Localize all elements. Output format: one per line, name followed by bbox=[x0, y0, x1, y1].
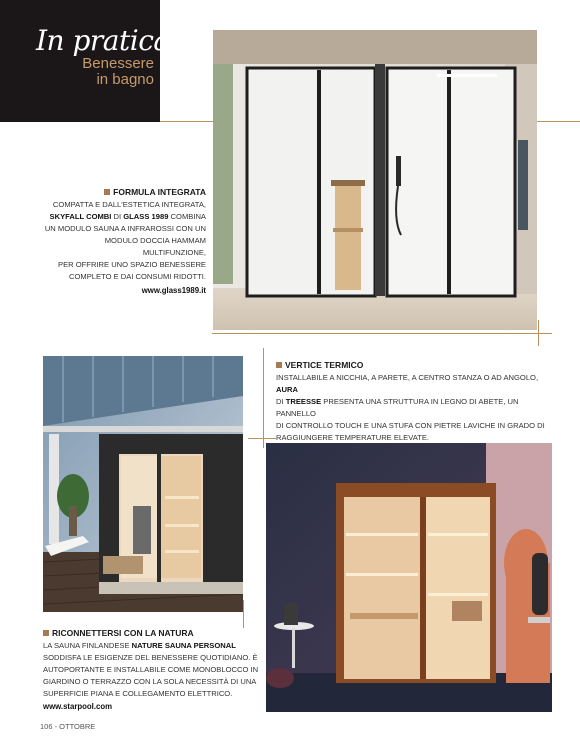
section3-line2: SODDISFA LE ESIGENZE DEL BENESSERE QUOTIDIANO. È bbox=[43, 653, 258, 662]
section2-line1a: INSTALLABILE A NICCHIA, A PARETE, A CENTRO STANZA O AD ANGOLO, bbox=[276, 373, 539, 382]
photo-skyfall-combi bbox=[213, 30, 537, 330]
section1-caption bbox=[40, 187, 206, 295]
section1-brand: GLASS 1989 bbox=[123, 212, 169, 221]
section3-link[interactable]: www.starpool.com bbox=[43, 702, 113, 711]
section1-title bbox=[40, 187, 206, 197]
section2-text bbox=[276, 372, 556, 444]
section2-caption bbox=[276, 360, 556, 456]
photo-aura-sauna bbox=[266, 443, 552, 712]
square-bullet-icon bbox=[43, 630, 49, 636]
section1-line1: COMPATTA E DALL'ESTETICA INTEGRATA, bbox=[52, 200, 206, 209]
section3-title bbox=[43, 628, 273, 638]
section1-title-text: FORMULA INTEGRATA bbox=[113, 187, 206, 197]
section3-line1a: LA SAUNA FINLANDESE bbox=[43, 641, 130, 650]
section2-line4: RAGGIUNGERE TEMPERATURE ELEVATE. bbox=[276, 433, 430, 442]
gold-rule-mid2 bbox=[248, 438, 276, 439]
section1-line5: PER OFFRIRE UNO SPAZIO BENESSERE bbox=[58, 260, 206, 269]
photo-nature-sauna-image bbox=[43, 356, 243, 612]
section1-line6: COMPLETO E DAI CONSUMI RIDOTTI. bbox=[69, 272, 206, 281]
header-subtitle-line2: in bagno bbox=[96, 71, 154, 88]
header-subtitle bbox=[66, 56, 154, 88]
section1-line3: UN MODULO SAUNA A INFRAROSSI CON UN bbox=[44, 224, 206, 233]
section3-line5: SUPERFICIE PIANA E COLLEGAMENTO ELETTRICO. bbox=[43, 689, 233, 698]
section1-link[interactable]: www.glass1989.it bbox=[141, 286, 206, 295]
gold-rule-mid bbox=[212, 333, 552, 334]
section1-product: SKYFALL COMBI bbox=[49, 212, 112, 221]
section3-line4: GIARDINO O TERRAZZO CON LA SOLA NECESSITÀ DI UNA bbox=[43, 677, 257, 686]
square-bullet-icon bbox=[276, 362, 282, 368]
section2-title-text: VERTICE TERMICO bbox=[285, 360, 364, 370]
section2-line2a: DI bbox=[276, 397, 284, 406]
section3-text bbox=[43, 640, 273, 700]
section2-line2 bbox=[276, 396, 556, 420]
section1-text bbox=[40, 199, 206, 283]
section1-line2 bbox=[40, 211, 206, 223]
section2-title bbox=[276, 360, 556, 370]
page-footer: 106 - OTTOBRE bbox=[40, 722, 96, 731]
header-script-title: In pratica bbox=[36, 24, 170, 57]
photo-skyfall-combi-image bbox=[213, 30, 537, 330]
photo-nature-sauna bbox=[43, 356, 243, 612]
gold-rule-vertical-bottom bbox=[243, 600, 244, 628]
photo-aura-sauna-image bbox=[266, 443, 552, 712]
section1-di: DI bbox=[113, 212, 122, 221]
section3-title-text: RICONNETTERSI CON LA NATURA bbox=[52, 628, 194, 638]
section3-product: NATURE SAUNA PERSONAL bbox=[131, 641, 236, 650]
section2-product: AURA bbox=[276, 385, 298, 394]
gold-rule-vertical-mid bbox=[263, 348, 264, 448]
header-subtitle-line1: Benessere bbox=[82, 55, 154, 72]
section1-line4: MODULO DOCCIA HAMMAM MULTIFUNZIONE, bbox=[104, 236, 206, 257]
section2-line1 bbox=[276, 372, 556, 396]
section1-combina: COMBINA bbox=[170, 212, 206, 221]
section2-line3: DI CONTROLLO TOUCH E UNA STUFA CON PIETRE LAVICHE IN GRADO DI bbox=[276, 421, 545, 430]
section2-brand: TREESSE bbox=[285, 397, 322, 406]
section3-caption bbox=[43, 628, 273, 711]
section3-line1 bbox=[43, 640, 273, 652]
section2-line2c: PRESENTA UNA STRUTTURA IN LEGNO DI ABETE, UN PANNELLO bbox=[276, 397, 519, 418]
section3-line3: AUTOPORTANTE E INSTALLABILE COME MONOBLOCCO IN bbox=[43, 665, 259, 674]
square-bullet-icon bbox=[104, 189, 110, 195]
